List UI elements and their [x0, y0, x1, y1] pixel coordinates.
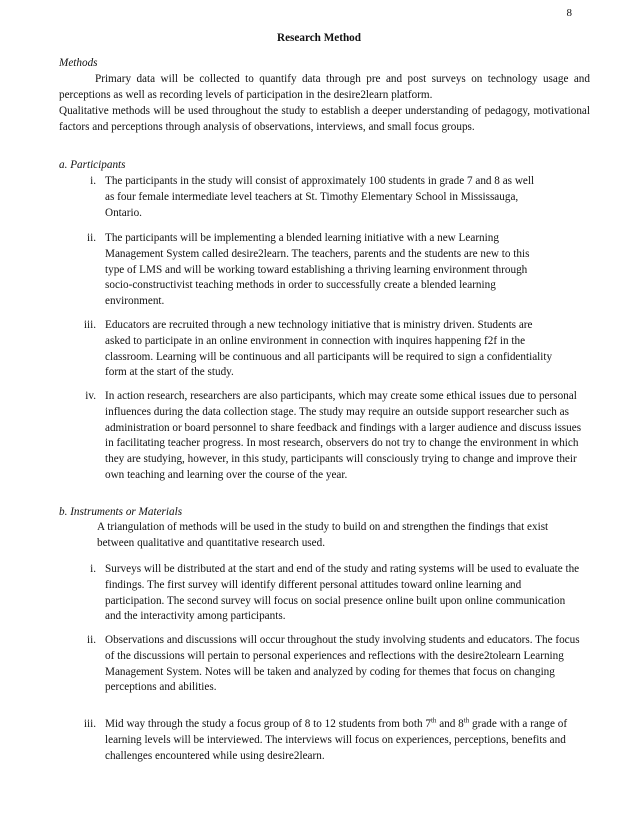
item-text: Surveys will be distributed at the start and end of the study and rating systems will be used to evaluate the findings. The first survey will identify different personal attitudes toward online learning and participation. The second survey will focus on social presence online built upon online communication and the interactivity among participants. — [105, 563, 580, 623]
methods-heading: Methods — [59, 57, 98, 69]
instruments-intro: A triangulation of methods will be used in the study to build on and strengthen the findings that exist between qualitative and quantitative research used. — [97, 521, 549, 549]
item-number: i. — [90, 563, 96, 575]
item-text-part: grade with a range of learning levels will be interviewed. The interviews will focus on experiences, perceptions, benefits and challenges encountered while using desire2learn. — [105, 718, 568, 762]
item-text: Educators are recruited through a new technology initiative that is ministry driven. Students are asked to participate in an online environment in connection with inquires happening f2f in the classroom. Learning will be continuous and all participants will be required to sign a confidentiality form at the start of the study. — [105, 319, 553, 379]
item-text — [105, 717, 575, 764]
methods-paragraph-1: Primary data will be collected to quantify data through pre and post surveys on technology usage and perceptions as well as recording levels of participation in the desire2learn platform. — [59, 73, 590, 101]
item-text: In action research, researchers are also participants, which may create some ethical issues due to personal influences during the data collection stage. The study may require an outside support researcher such as administration or board personnel to share feedback and findings with a larger audience and discuss issues in facilitating teacher progress. In most research, observers do not try to change the environment in which they are studying, however, in this study, participants will consciously trying to change and improve their own teaching and learning over the course of the year. — [105, 390, 582, 481]
item-text-part: Mid way through the study a focus group of 8 to 12 students from both 7 — [105, 718, 431, 730]
item-text: Observations and discussions will occur throughout the study involving students and educators. The focus of the discussions will pertain to personal experiences and reflections with the desire2tolearn Learning Management System. Notes will be taken and analyzed by coding for themes that focus on changing perceptions and abilities. — [105, 634, 580, 694]
item-number: iv. — [85, 390, 96, 402]
instruments-heading: b. Instruments or Materials — [59, 506, 183, 518]
superscript: th — [463, 716, 470, 725]
methods-paragraph-2: Qualitative methods will be used throughout the study to establish a deeper understanding of pedagogy, motivational factors and perceptions through analysis of observations, interviews, and small focus groups. — [59, 105, 590, 133]
item-number: ii. — [86, 232, 96, 244]
participants-heading: a. Participants — [59, 159, 126, 171]
item-text: The participants will be implementing a blended learning initiative with a new Learning Management System called desire2learn. The teachers, parents and the students are new to this type of LMS and will be working toward establishing a thriving learning environment through socio-constructivist teaching methods in order to successfully create a blended learning environment. — [105, 232, 530, 308]
page-number: 8 — [566, 7, 572, 19]
superscript: th — [430, 716, 437, 725]
page-title: Research Method — [277, 32, 361, 44]
item-number: iii. — [83, 319, 96, 331]
item-text: The participants in the study will consist of approximately 100 students in grade 7 and 8 as well as four female intermediate level teachers at St. Timothy Elementary School in Mississauga, Ontario. — [105, 175, 535, 219]
item-number: ii. — [86, 634, 96, 646]
item-text-part: and 8 — [436, 718, 464, 730]
item-number: iii. — [83, 718, 96, 730]
item-number: i. — [90, 175, 96, 187]
